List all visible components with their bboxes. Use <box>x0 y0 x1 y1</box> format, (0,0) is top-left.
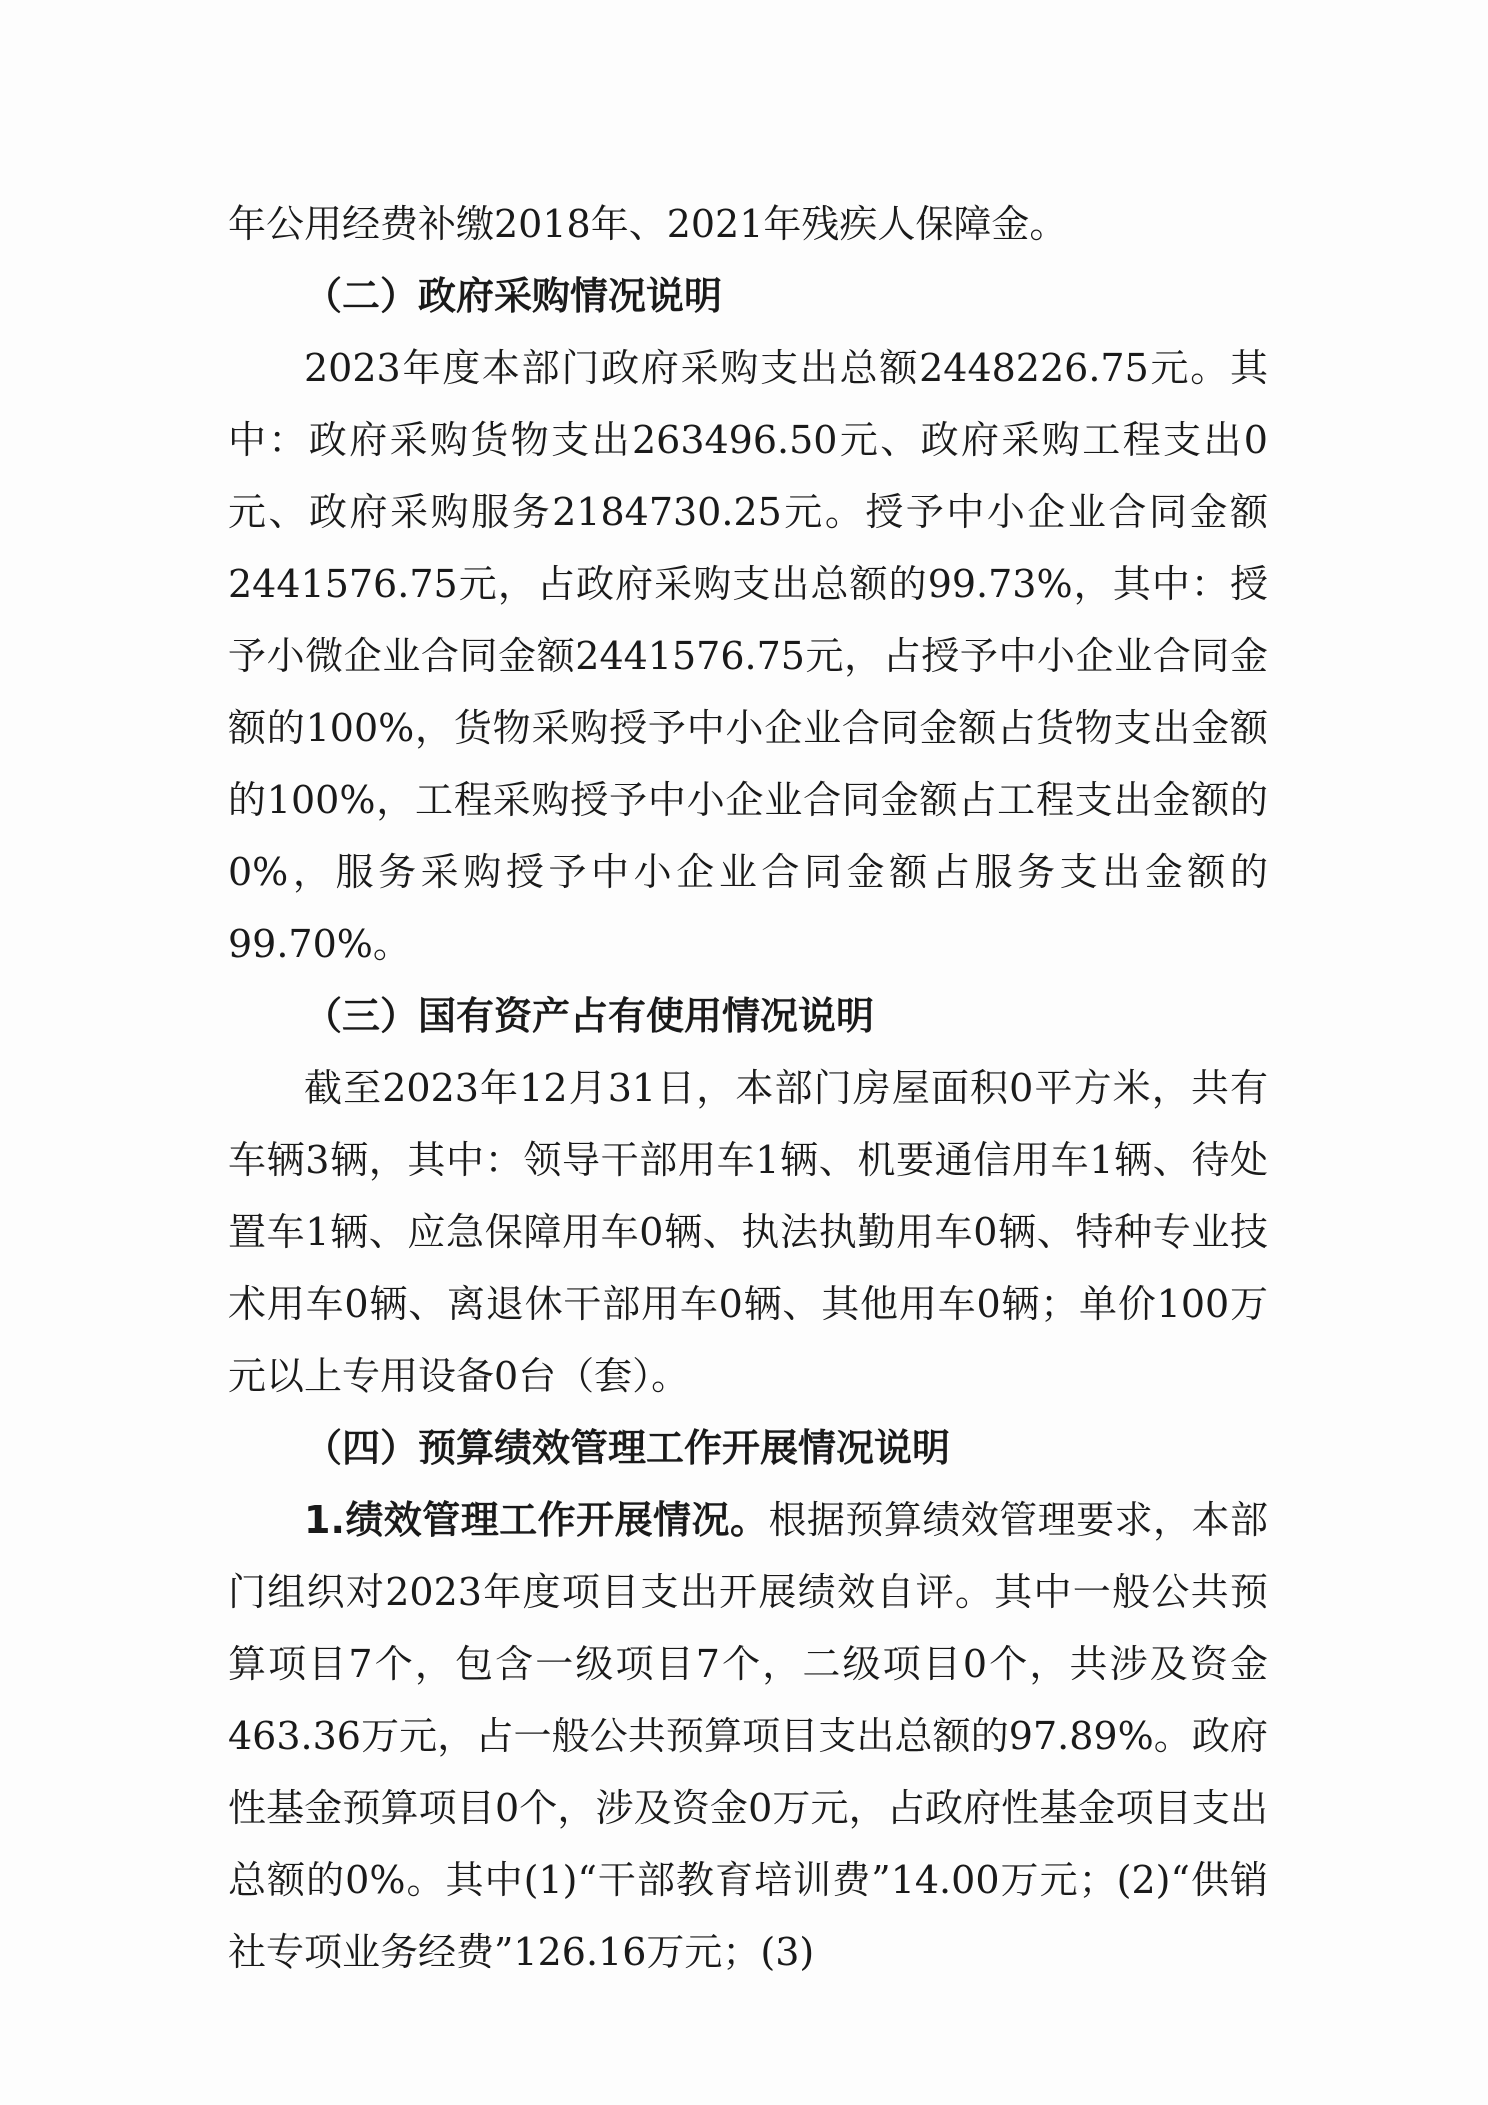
paragraph-state-assets: 截至2023年12月31日，本部门房屋面积0平方米，共有车辆3辆，其中：领导干部用车1辆、机要通信用车1辆、待处置车1辆、应急保障用车0辆、执法执勤用车0辆、特种专业技术用车0辆、离退休干部用车0辆、其他用车0辆；单价100万元以上专用设备0台（套）。 <box>228 1066 1268 1398</box>
paragraph-budget-performance-text: 根据预算绩效管理要求，本部门组织对2023年度项目支出开展绩效自评。其中一般公共预算项目7个，包含一级项目7个，二级项目0个，共涉及资金463.36万元，占一般公共预算项目支出总额的97.89%。政府性基金预算项目0个，涉及资金0万元，占政府性基金项目支出总额的0%。其中(1)“干部教育培训费”14.00万元；(2)“供销社专项业务经费”126.16万元；(3) <box>228 1498 1268 1974</box>
heading-budget-performance: （四）预算绩效管理工作开展情况说明 <box>304 1426 951 1470</box>
paragraph-budget-performance <box>228 1484 1268 1988</box>
paragraph-continuation: 年公用经费补缴2018年、2021年残疾人保障金。 <box>228 202 1068 246</box>
paragraph-government-procurement: 2023年度本部门政府采购支出总额2448226.75元。其中：政府采购货物支出263496.50元、政府采购工程支出0元、政府采购服务2184730.25元。授予中小企业合同金额2441576.75元，占政府采购支出总额的99.73%，其中：授予小微企业合同金额2441576.75元，占授予中小企业合同金额的100%，货物采购授予中小企业合同金额占货物支出金额的100%，工程采购授予中小企业合同金额占工程支出金额的0%，服务采购授予中小企业合同金额占服务支出金额的99.70%。 <box>228 346 1268 966</box>
paragraph-lead-phrase: 1.绩效管理工作开展情况。 <box>304 1498 769 1542</box>
document-body <box>228 188 1268 1988</box>
heading-government-procurement: （二）政府采购情况说明 <box>304 274 723 318</box>
heading-state-assets: （三）国有资产占有使用情况说明 <box>304 994 875 1038</box>
